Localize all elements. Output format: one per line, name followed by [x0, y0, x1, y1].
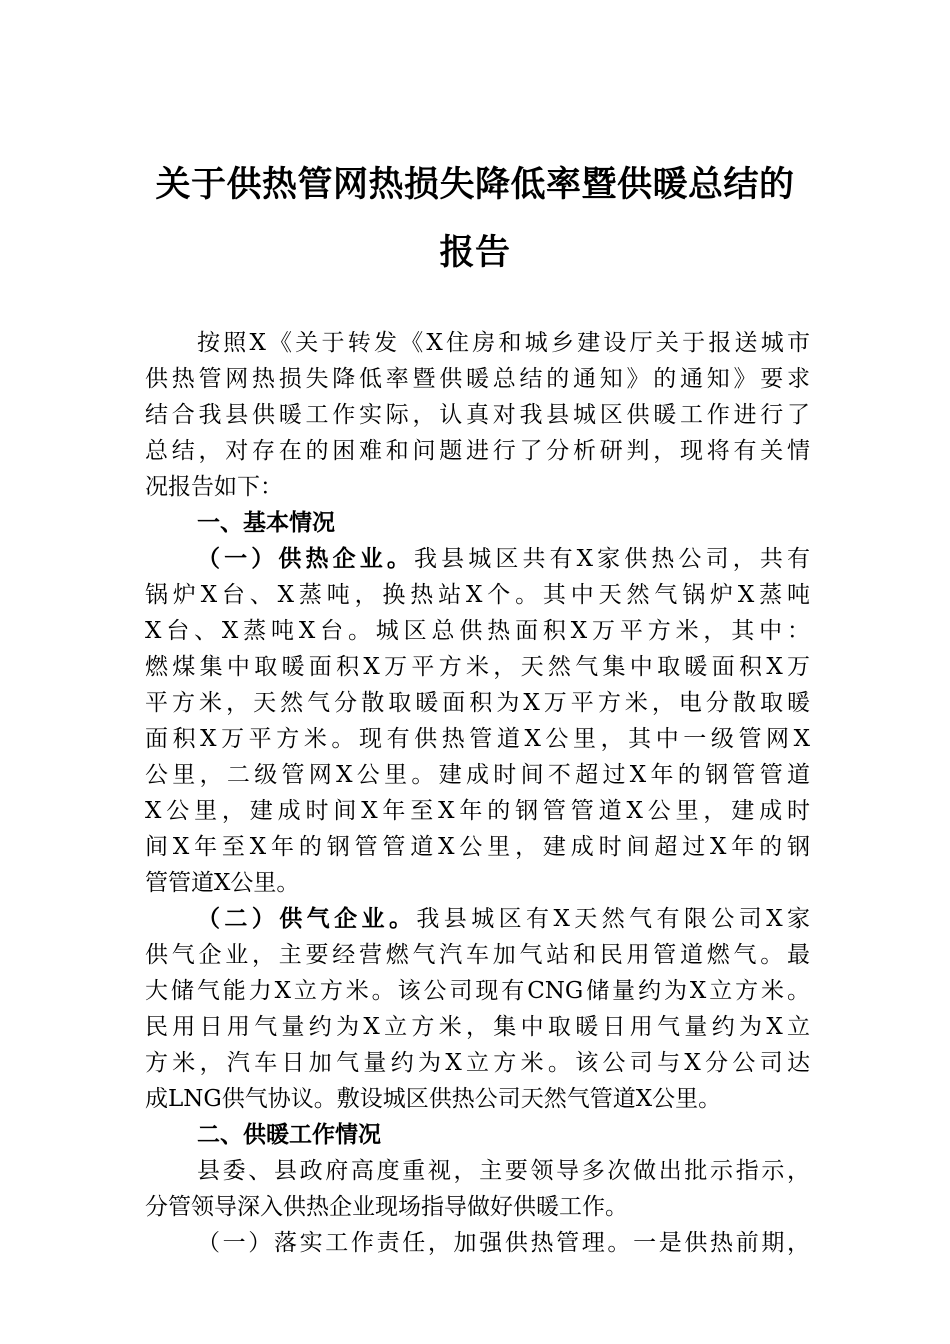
paragraph-line: 锅炉X台、X蒸吨，换热站X个。其中天然气锅炉X蒸吨	[145, 582, 810, 608]
paragraph-line: 况报告如下：	[145, 474, 283, 500]
paragraph-line: 面积X万平方米。现有供热管道X公里，其中一级管网X	[145, 726, 810, 752]
paragraph-line: 大储气能力X立方米。该公司现有CNG储量约为X立方米。	[145, 978, 810, 1004]
subsection-text: 我县城区共有X家供热公司，共有	[413, 546, 811, 572]
paragraph-line: 平方米，天然气分散取暖面积为X万平方米，电分散取暖	[145, 690, 810, 716]
paragraph-line: 供气企业，主要经营燃气汽车加气站和民用管道燃气。最	[145, 942, 810, 968]
document-title-line-2: 报告	[439, 233, 511, 273]
document-body	[145, 325, 810, 1261]
paragraph-line: 间X年至X年的钢管管道X公里，建成时间超过X年的钢	[145, 834, 810, 860]
paragraph-line: 结合我县供暖工作实际，认真对我县城区供暖工作进行了	[145, 402, 810, 428]
paragraph-line: 总结，对存在的困难和问题进行了分析研判，现将有关情	[145, 438, 810, 464]
paragraph-line: 按照X《关于转发《X住房和城乡建设厅关于报送城市	[197, 330, 810, 356]
subsection-label: （二）供气企业。	[197, 905, 417, 932]
paragraph-line: 民用日用气量约为X立方米，集中取暖日用气量约为X立	[145, 1014, 810, 1040]
paragraph-line: 方米，汽车日加气量约为X立方米。该公司与X分公司达	[145, 1050, 810, 1076]
paragraph-line: 燃煤集中取暖面积X万平方米，天然气集中取暖面积X万	[145, 654, 810, 680]
paragraph-line: 分管领导深入供热企业现场指导做好供暖工作。	[145, 1194, 628, 1220]
paragraph-line: X台、X蒸吨X台。城区总供热面积X万平方米，其中：	[145, 618, 810, 644]
paragraph-line: 公里，二级管网X公里。建成时间不超过X年的钢管管道	[145, 762, 810, 788]
document-title-line-1: 关于供热管网热损失降低率暨供暖总结的	[155, 165, 795, 205]
subsection-text: 我县城区有X天然气有限公司X家	[416, 906, 811, 932]
subsection-first-line	[145, 901, 810, 937]
section-heading-heating-work: 二、供暖工作情况	[197, 1122, 381, 1148]
section-heading-basic-situation: 一、基本情况	[197, 510, 335, 536]
paragraph-line: 县委、县政府高度重视，主要领导多次做出批示指示，	[197, 1158, 810, 1184]
paragraph-line: 供热管网热损失降低率暨供暖总结的通知》的通知》要求	[145, 366, 810, 392]
paragraph-line: 成LNG供气协议。敷设城区供热公司天然气管道X公里。	[145, 1086, 722, 1112]
paragraph-line: X公里，建成时间X年至X年的钢管管道X公里，建成时	[145, 798, 810, 824]
subsection-first-line	[145, 541, 810, 577]
paragraph-line: 管管道X公里。	[145, 870, 300, 896]
subsection-label: （一）供热企业。	[197, 545, 414, 572]
paragraph-line: （一）落实工作责任，加强供热管理。一是供热前期，	[197, 1230, 810, 1256]
